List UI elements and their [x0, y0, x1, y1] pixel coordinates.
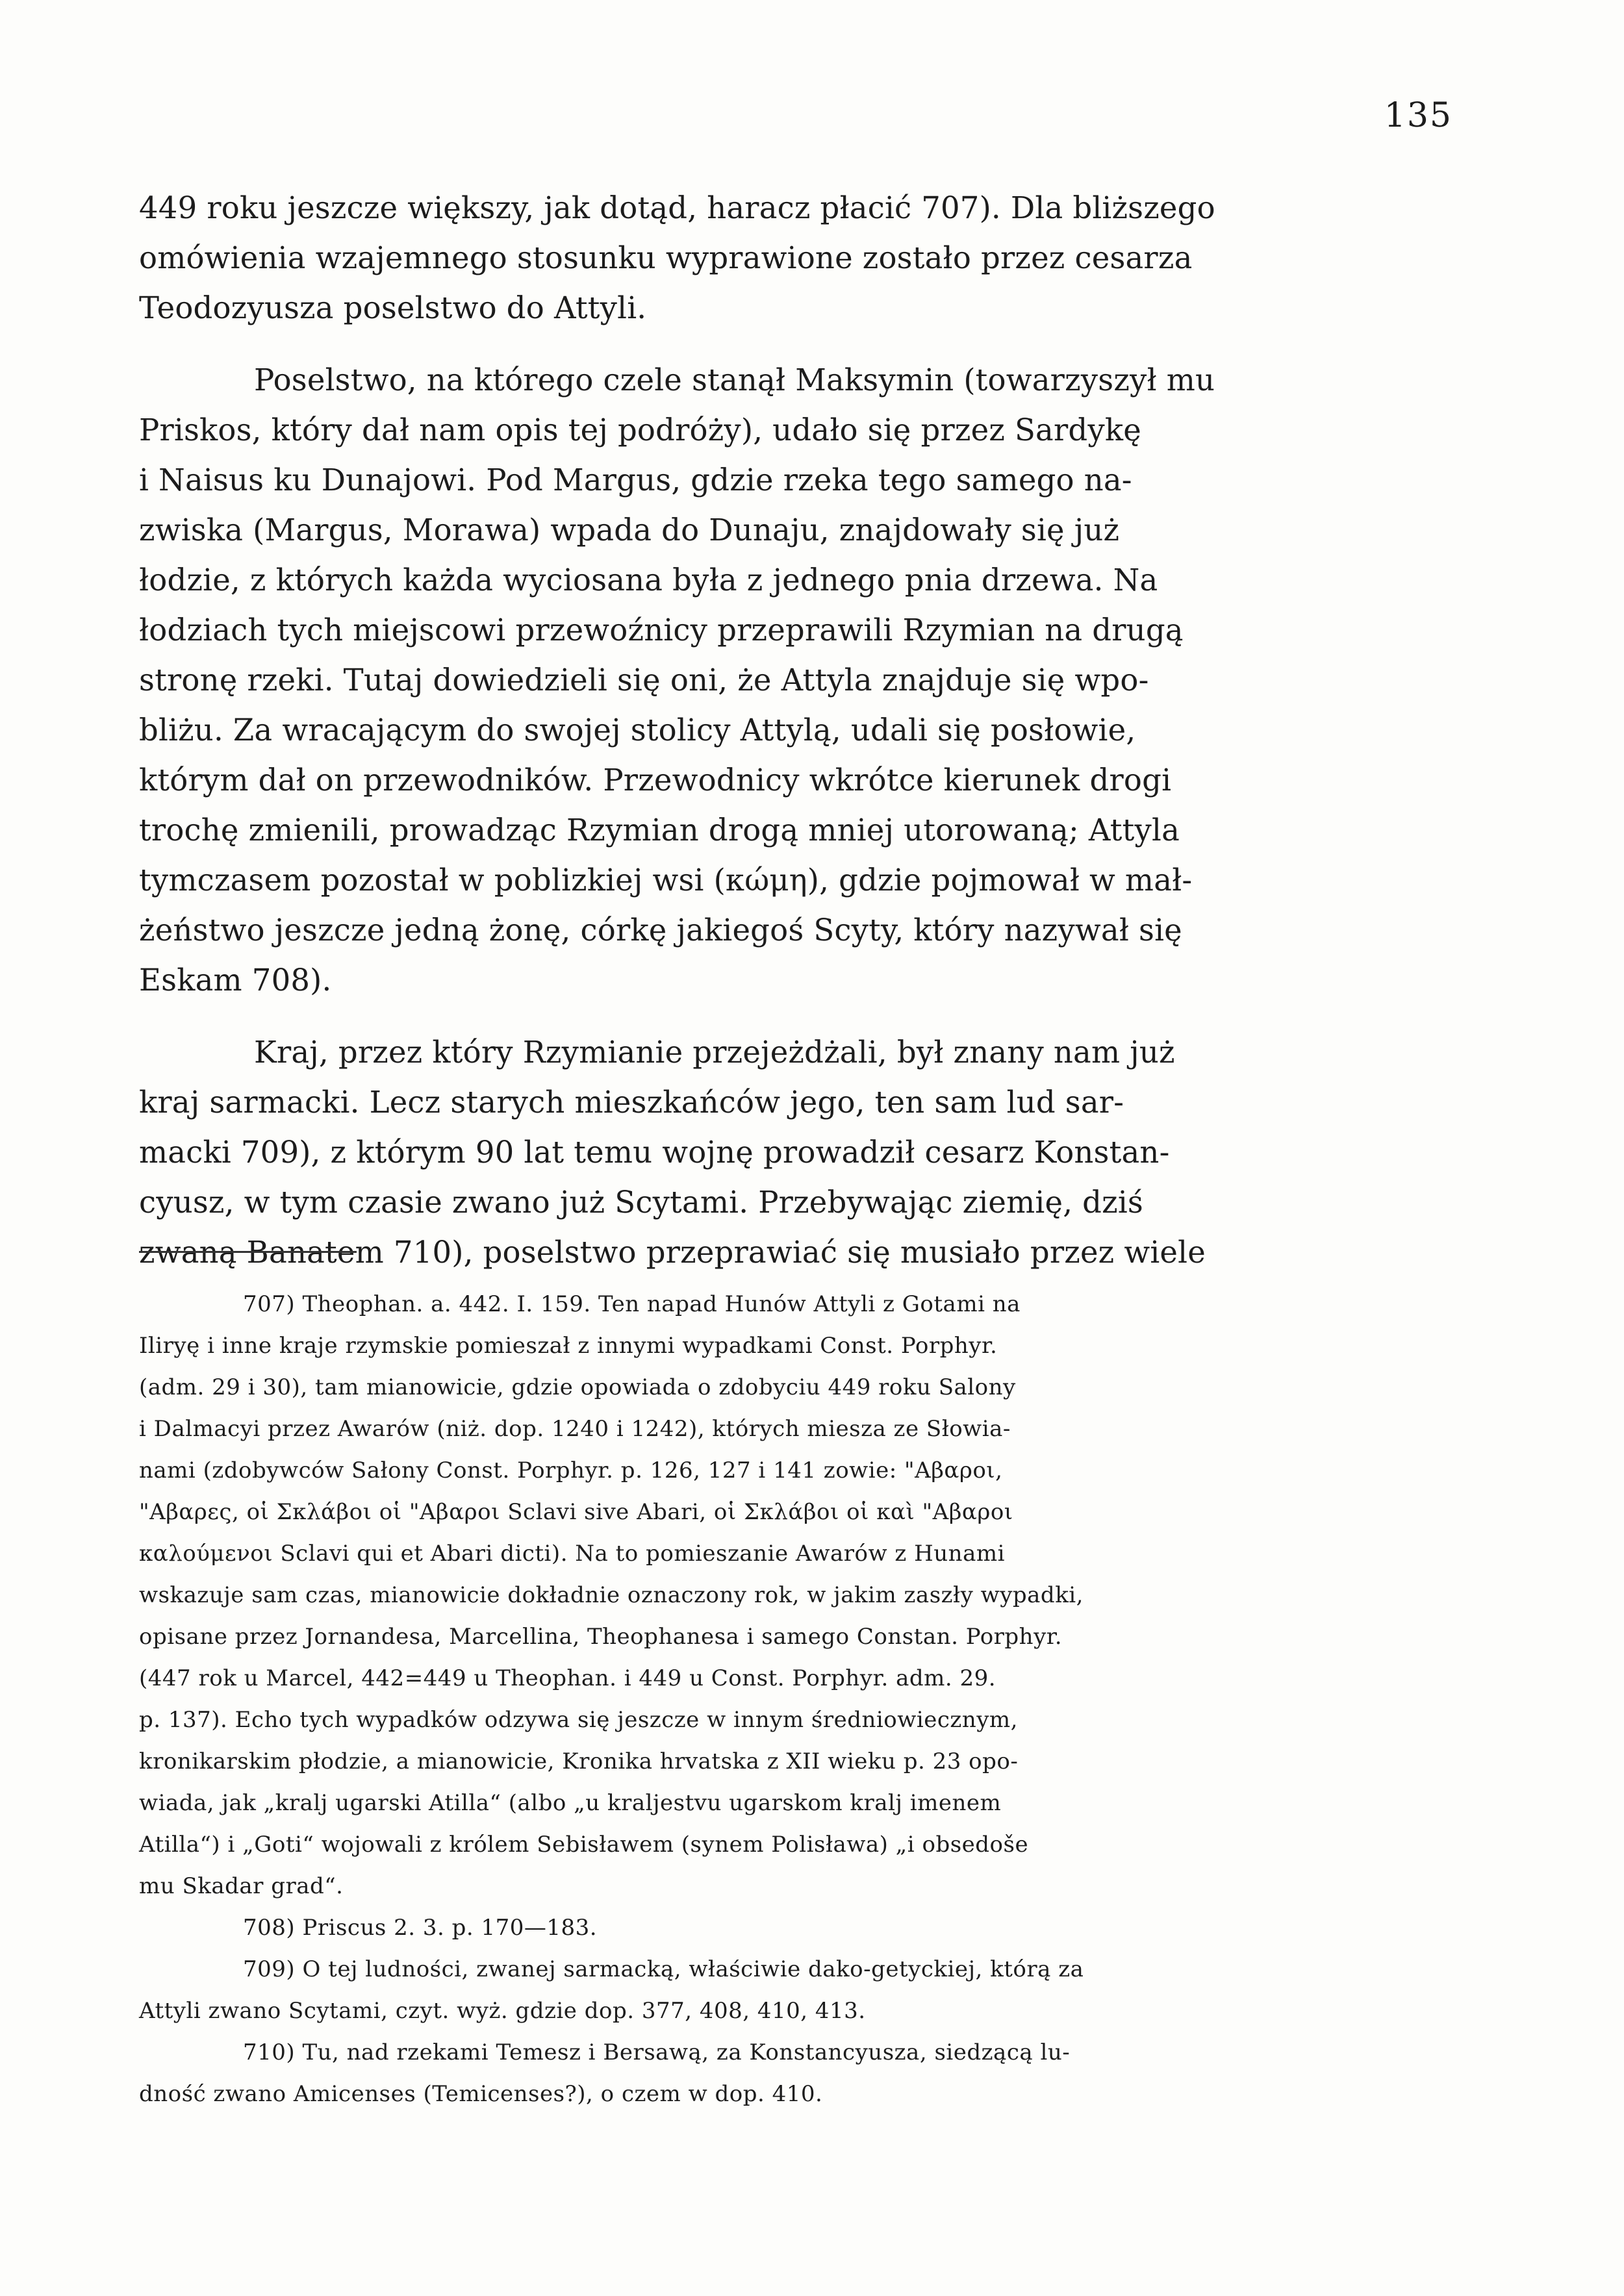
text-line: i Naisus ku Dunajowi. Pod Margus, gdzie rzeka tego samego na-	[139, 462, 1132, 498]
text-line: łodzie, z których każda wyciosana była z jednego pnia drzewa. Na	[139, 562, 1158, 598]
text-line: którym dał on przewodników. Przewodnicy wkrótce kierunek drogi	[139, 763, 1172, 798]
footnote-line: 710) Tu, nad rzekami Temesz i Bersawą, za Konstancyusza, siedzącą lu-	[243, 2039, 1071, 2065]
footnote-line: i Dalmacyi przez Awarów (niż. dop. 1240 i 1242), których miesza ze Słowia-	[139, 1416, 1011, 1442]
footnote-line: 707) Theophan. a. 442. I. 159. Ten napad Hunów Attyli z Gotami na	[243, 1291, 1021, 1317]
text-line: Priskos, który dał nam opis tej podróży), udało się przez Sardykę	[139, 412, 1141, 448]
footnote-line: nami (zdobywców Sałony Const. Porphyr. p. 126, 127 i 141 zowie: "Αβαροι,	[139, 1457, 1003, 1483]
footnote-line: wskazuje sam czas, mianowicie dokładnie oznaczony rok, w jakim zaszły wypadki,	[139, 1582, 1084, 1608]
text-line: łodziach tych miejscowi przewoźnicy przeprawili Rzymian na drugą	[139, 612, 1184, 648]
text-line: omówienia wzajemnego stosunku wyprawione zostało przez cesarza	[139, 240, 1193, 275]
footnote-line: Iliryę i inne kraje rzymskie pomieszał z innymi wypadkami Const. Porphyr.	[139, 1333, 998, 1359]
text-line: bliżu. Za wracającym do swojej stolicy Attylą, udali się posłowie,	[139, 713, 1136, 748]
footnote-divider	[139, 1251, 357, 1253]
footnote-line: (447 rok u Marcel, 442=449 u Theophan. i 449 u Const. Porphyr. adm. 29.	[139, 1665, 996, 1691]
text-line: zwaną Banatem 710), poselstwo przeprawiać się musiało przez wiele	[139, 1235, 1206, 1270]
page-number: 135	[1384, 96, 1453, 135]
footnote-line: wiada, jak „kralj ugarski Atilla“ (albo „u kraljestvu ugarskom kralj imenem	[139, 1790, 1002, 1816]
footnote-line: mu Skadar grad“.	[139, 1873, 344, 1899]
footnotes	[139, 1283, 1468, 2115]
footnote-line: dność zwano Amicenses (Temicenses?), o czem w dop. 410.	[139, 2081, 823, 2107]
text-line: tymczasem pozostał w poblizkiej wsi (κώμη), gdzie pojmował w mał-	[139, 863, 1193, 898]
footnote-line: Atilla“) i „Goti“ wojowali z królem Sebisławem (synem Polisława) „i obsedoše	[139, 1832, 1029, 1858]
text-line: Kraj, przez który Rzymianie przejeżdżali, był znany nam już	[254, 1035, 1175, 1070]
text-line: 449 roku jeszcze większy, jak dotąd, haracz płacić 707). Dla bliższego	[139, 190, 1215, 225]
footnote-line: p. 137). Echo tych wypadków odzywa się jeszcze w innym średniowiecznym,	[139, 1707, 1018, 1733]
text-line: Eskam 708).	[139, 963, 332, 998]
paragraph-break	[139, 333, 1468, 355]
main-text	[139, 183, 1468, 1278]
text-line: Teodozyusza poselstwo do Attyli.	[139, 290, 647, 325]
footnote-line: "Αβαρες, οἱ Σκλάβοι οἱ "Αβαροι Sclavi sive Abari, οἱ Σκλάβοι οἱ καὶ "Αβαροι	[139, 1499, 1013, 1525]
text-line: żeństwo jeszcze jedną żonę, córkę jakiegoś Scyty, który nazywał się	[139, 913, 1182, 948]
text-line: macki 709), z którym 90 lat temu wojnę prowadził cesarz Konstan-	[139, 1135, 1170, 1170]
text-line: kraj sarmacki. Lecz starych mieszkańców jego, ten sam lud sar-	[139, 1085, 1124, 1120]
footnote-line: καλούμενοι Sclavi qui et Abari dicti). Na to pomieszanie Awarów z Hunami	[139, 1541, 1005, 1567]
text-line: stronę rzeki. Tutaj dowiedzieli się oni, że Attyla znajduje się wpo-	[139, 662, 1149, 698]
footnote-line: 708) Priscus 2. 3. p. 170—183.	[243, 1915, 598, 1941]
text-line: zwiska (Margus, Morawa) wpada do Dunaju, znajdowały się już	[139, 512, 1120, 548]
footnote-line: 709) O tej ludności, zwanej sarmacką, właściwie dako-getyckiej, którą za	[243, 1956, 1084, 1982]
text-line: Poselstwo, na którego czele stanął Maksymin (towarzyszył mu	[254, 362, 1215, 397]
text-line: trochę zmienili, prowadząc Rzymian drogą mniej utorowaną; Attyla	[139, 813, 1180, 848]
footnote-line: Attyli zwano Scytami, czyt. wyż. gdzie dop. 377, 408, 410, 413.	[139, 1998, 866, 2024]
footnote-line: opisane przez Jornandesa, Marcellina, Theophanesa i samego Constan. Porphyr.	[139, 1624, 1063, 1650]
footnote-line: kronikarskim płodzie, a mianowicie, Kronika hrvatska z XII wieku p. 23 opo-	[139, 1748, 1019, 1774]
footnote-line: (adm. 29 i 30), tam mianowicie, gdzie opowiada o zdobyciu 449 roku Salony	[139, 1374, 1016, 1400]
paragraph-break	[139, 1005, 1468, 1028]
text-line: cyusz, w tym czasie zwano już Scytami. Przebywając ziemię, dziś	[139, 1185, 1143, 1220]
